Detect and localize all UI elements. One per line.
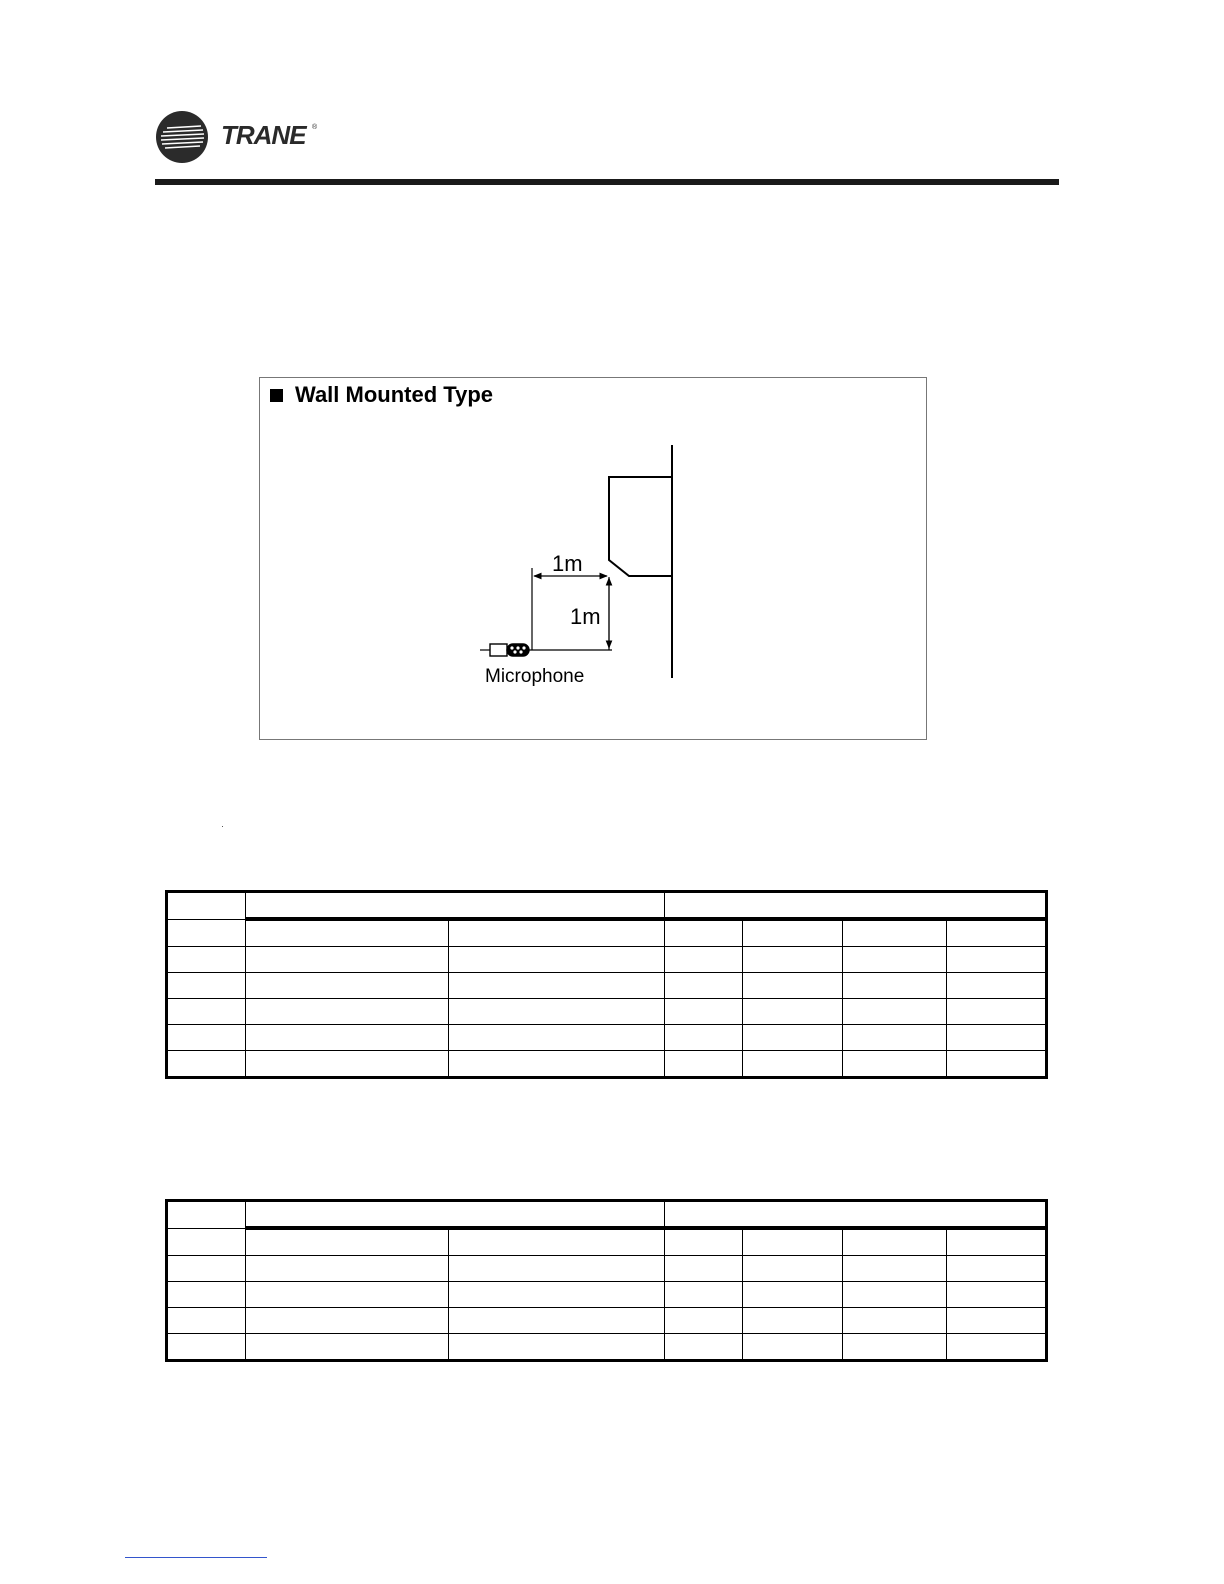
figure-title: Wall Mounted Type <box>295 382 493 407</box>
table-row <box>167 947 1047 973</box>
table-cell <box>246 1201 665 1227</box>
trane-circle-logo-icon <box>155 110 209 164</box>
table-cell <box>246 892 665 918</box>
empty-table-1 <box>165 890 1048 1079</box>
trane-logo <box>155 110 355 166</box>
table-cell <box>167 1201 246 1229</box>
table-row <box>167 1051 1047 1078</box>
footer-link-underline[interactable] <box>125 1557 267 1558</box>
table-row <box>167 1025 1047 1051</box>
measurement-diagram <box>260 378 928 741</box>
table-cell <box>665 892 1047 918</box>
stray-dot <box>222 826 223 827</box>
microphone-label: Microphone <box>485 666 585 687</box>
empty-table-2 <box>165 1199 1048 1362</box>
table-row <box>167 1334 1047 1361</box>
microphone-icon <box>480 644 529 656</box>
indoor-unit-shape <box>609 477 672 576</box>
table-row <box>167 999 1047 1025</box>
table-row <box>167 1229 1047 1256</box>
table-row <box>167 1256 1047 1282</box>
table-cell <box>665 1201 1047 1227</box>
table-row <box>167 973 1047 999</box>
horizontal-distance-label: 1m <box>552 551 583 576</box>
registered-mark: ® <box>312 124 318 131</box>
header-rule <box>155 179 1059 185</box>
table-header-row <box>167 1201 1047 1227</box>
brand-name: TRANE <box>221 120 306 150</box>
table-row <box>167 920 1047 947</box>
table-header-row <box>167 892 1047 918</box>
table-cell <box>167 892 246 920</box>
table-row <box>167 1308 1047 1334</box>
table-row <box>167 1282 1047 1308</box>
figure-wall-mounted-type <box>259 377 927 740</box>
vertical-distance-label: 1m <box>570 604 601 629</box>
